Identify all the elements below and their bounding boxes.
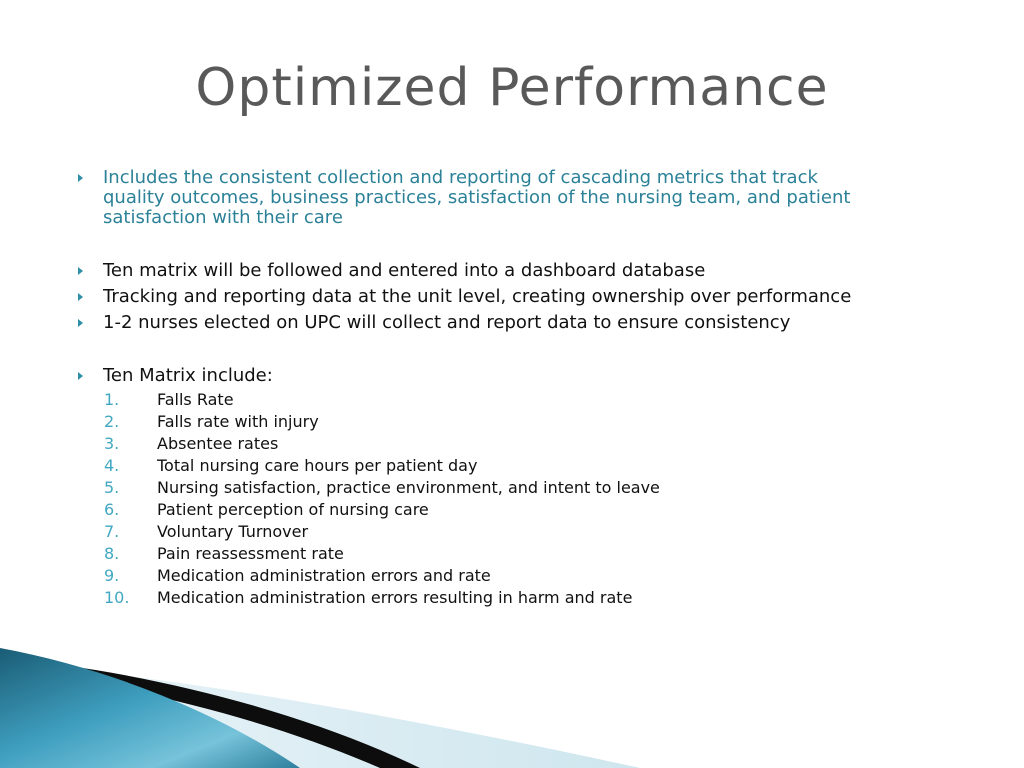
list-number: 1. [104,390,120,409]
bullet-item [78,287,978,309]
list-item-text: Nursing satisfaction, practice environment, and intent to leave [157,478,660,497]
list-item [104,499,904,521]
list-item [104,521,904,543]
list-item-text: Patient perception of nursing care [157,500,429,519]
bullet-text: Ten matrix will be followed and entered into a dashboard database [103,260,706,281]
list-item [104,587,904,609]
list-item [104,543,904,565]
list-item-text: Pain reassessment rate [157,544,344,563]
bullet-text: Ten Matrix include: [103,365,273,386]
list-item-text: Medication administration errors resulting in harm and rate [157,588,633,607]
list-item [104,565,904,587]
list-item [104,411,904,433]
list-number: 3. [104,434,120,453]
list-number: 9. [104,566,120,585]
list-item-text: Total nursing care hours per patient day [157,456,478,475]
bullet-arrow-icon [78,293,83,301]
list-item [104,477,904,499]
bullet-item [78,261,978,283]
list-item-text: Voluntary Turnover [157,522,309,541]
list-number: 10. [104,588,130,607]
list-item-text: Falls Rate [157,390,234,409]
list-item-text: Absentee rates [157,434,279,453]
decorative-swoosh [0,640,1024,768]
bullet-item [78,313,978,335]
bullet-text-line: Includes the consistent collection and reporting of cascading metrics that track [103,167,818,188]
bullet-text: Tracking and reporting data at the unit level, creating ownership over performance [103,286,852,307]
list-number: 7. [104,522,120,541]
list-item [104,389,904,411]
bullet-arrow-icon [78,174,83,182]
list-number: 2. [104,412,120,431]
bullet-text-line: satisfaction with their care [103,207,343,228]
list-item [104,455,904,477]
bullet-item [78,366,978,388]
list-number: 8. [104,544,120,563]
bullet-text-line: quality outcomes, business practices, satisfaction of the nursing team, and patient [103,187,851,208]
list-item [104,433,904,455]
bullet-arrow-icon [78,372,83,380]
bullet-arrow-icon [78,267,83,275]
bullet-arrow-icon [78,319,83,327]
list-number: 5. [104,478,120,497]
list-number: 6. [104,500,120,519]
numbered-list [104,389,904,609]
bullet-text: 1-2 nurses elected on UPC will collect and report data to ensure consistency [103,312,791,333]
bullet-item [78,168,978,232]
list-item-text: Falls rate with injury [157,412,319,431]
list-number: 4. [104,456,120,475]
list-item-text: Medication administration errors and rate [157,566,491,585]
slide-title: Optimized Performance [195,58,829,118]
